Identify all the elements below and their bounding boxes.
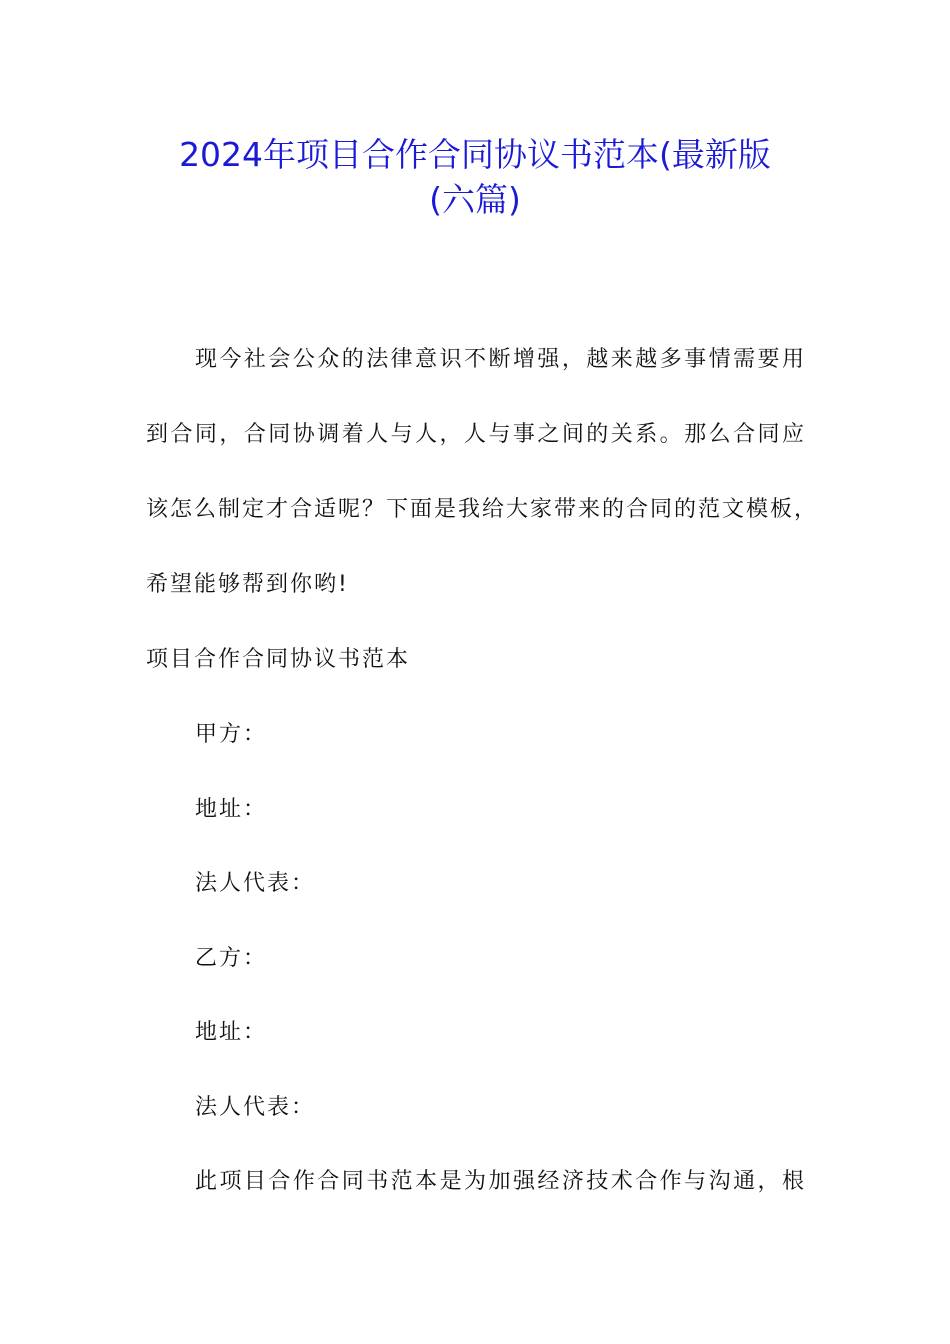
intro-paragraph-line-1: 现今社会公众的法律意识不断增强，越来越多事情需要用 [195, 347, 806, 372]
party-b-label: 乙方： [195, 946, 268, 971]
intro-paragraph-line-2: 到合同，合同协调着人与人，人与事之间的关系。那么合同应 [146, 422, 806, 447]
party-a-address: 地址： [195, 797, 268, 822]
document-title-line-1: 2024年项目合作合同协议书范本(最新版 [179, 135, 771, 174]
party-b-representative: 法人代表： [195, 1095, 316, 1120]
intro-paragraph-line-4: 希望能够帮到你哟! [146, 572, 349, 597]
document-title-line-2: (六篇) [429, 180, 521, 219]
body-paragraph-line-1: 此项目合作合同书范本是为加强经济技术合作与沟通，根 [195, 1169, 806, 1194]
party-a-label: 甲方： [195, 722, 268, 747]
party-a-representative: 法人代表： [195, 871, 316, 896]
party-b-address: 地址： [195, 1020, 268, 1045]
intro-paragraph-line-3: 该怎么制定才合适呢？下面是我给大家带来的合同的范文模板， [146, 497, 819, 522]
section-heading: 项目合作合同协议书范本 [146, 647, 411, 672]
